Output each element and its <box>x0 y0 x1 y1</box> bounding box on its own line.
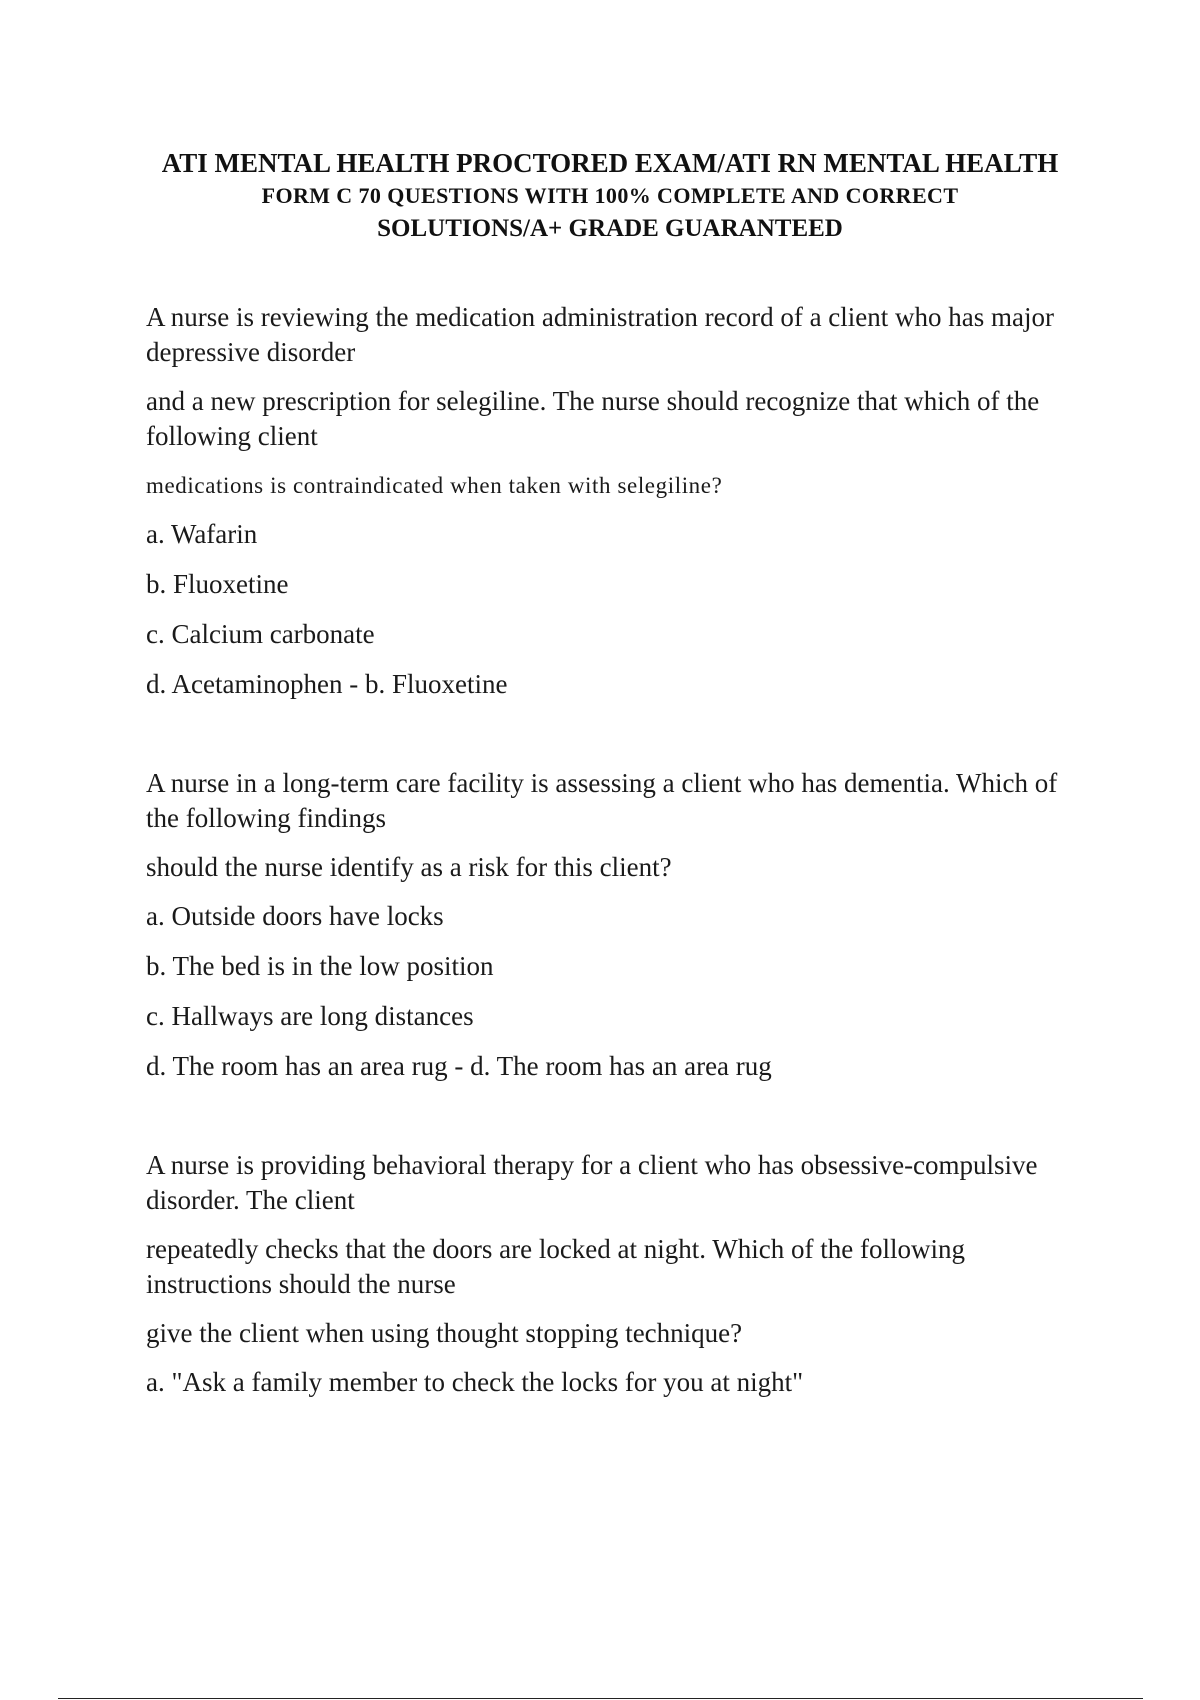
question-stem-line: should the nurse identify as a risk for this client? <box>146 852 672 882</box>
question-stem-line: A nurse is providing behavioral therapy for a client who has obsessive-compulsive disorder. The client <box>146 1150 1038 1215</box>
answer-option: b. The bed is in the low position <box>146 951 494 981</box>
question-stem-line: A nurse is reviewing the medication administration record of a client who has major depressive disorder <box>146 302 1054 367</box>
answer-option: a. "Ask a family member to check the locks for you at night" <box>146 1367 804 1397</box>
question-1 <box>146 300 1096 702</box>
answer-option: c. Hallways are long distances <box>146 1001 474 1031</box>
question-stem-line: medications is contraindicated when taken with selegiline? <box>146 473 723 498</box>
answer-option: a. Outside doors have locks <box>146 901 444 931</box>
question-2 <box>146 766 1096 1084</box>
question-stem-line: A nurse in a long-term care facility is assessing a client who has dementia. Which of the following findings <box>146 768 1058 833</box>
answer-option: c. Calcium carbonate <box>146 619 375 649</box>
footer-divider <box>58 1698 1143 1699</box>
document-title <box>130 146 1090 246</box>
title-line-2: FORM C 70 QUESTIONS WITH 100% COMPLETE AND CORRECT <box>261 183 959 208</box>
answer-option: d. Acetaminophen - b. Fluoxetine <box>146 669 508 699</box>
answer-option: d. The room has an area rug - d. The room has an area rug <box>146 1051 772 1081</box>
question-stem-line: give the client when using thought stopping technique? <box>146 1318 743 1348</box>
questions-list <box>146 300 1096 1415</box>
question-stem-line: repeatedly checks that the doors are locked at night. Which of the following instructions should the nurse <box>146 1234 965 1299</box>
title-line-3: SOLUTIONS/A+ GRADE GUARANTEED <box>377 215 843 242</box>
title-line-1: ATI MENTAL HEALTH PROCTORED EXAM/ATI RN MENTAL HEALTH <box>161 148 1059 178</box>
answer-option: b. Fluoxetine <box>146 569 289 599</box>
answer-option: a. Wafarin <box>146 519 258 549</box>
question-3 <box>146 1148 1096 1400</box>
question-stem-line: and a new prescription for selegiline. The nurse should recognize that which of the following client <box>146 386 1040 451</box>
